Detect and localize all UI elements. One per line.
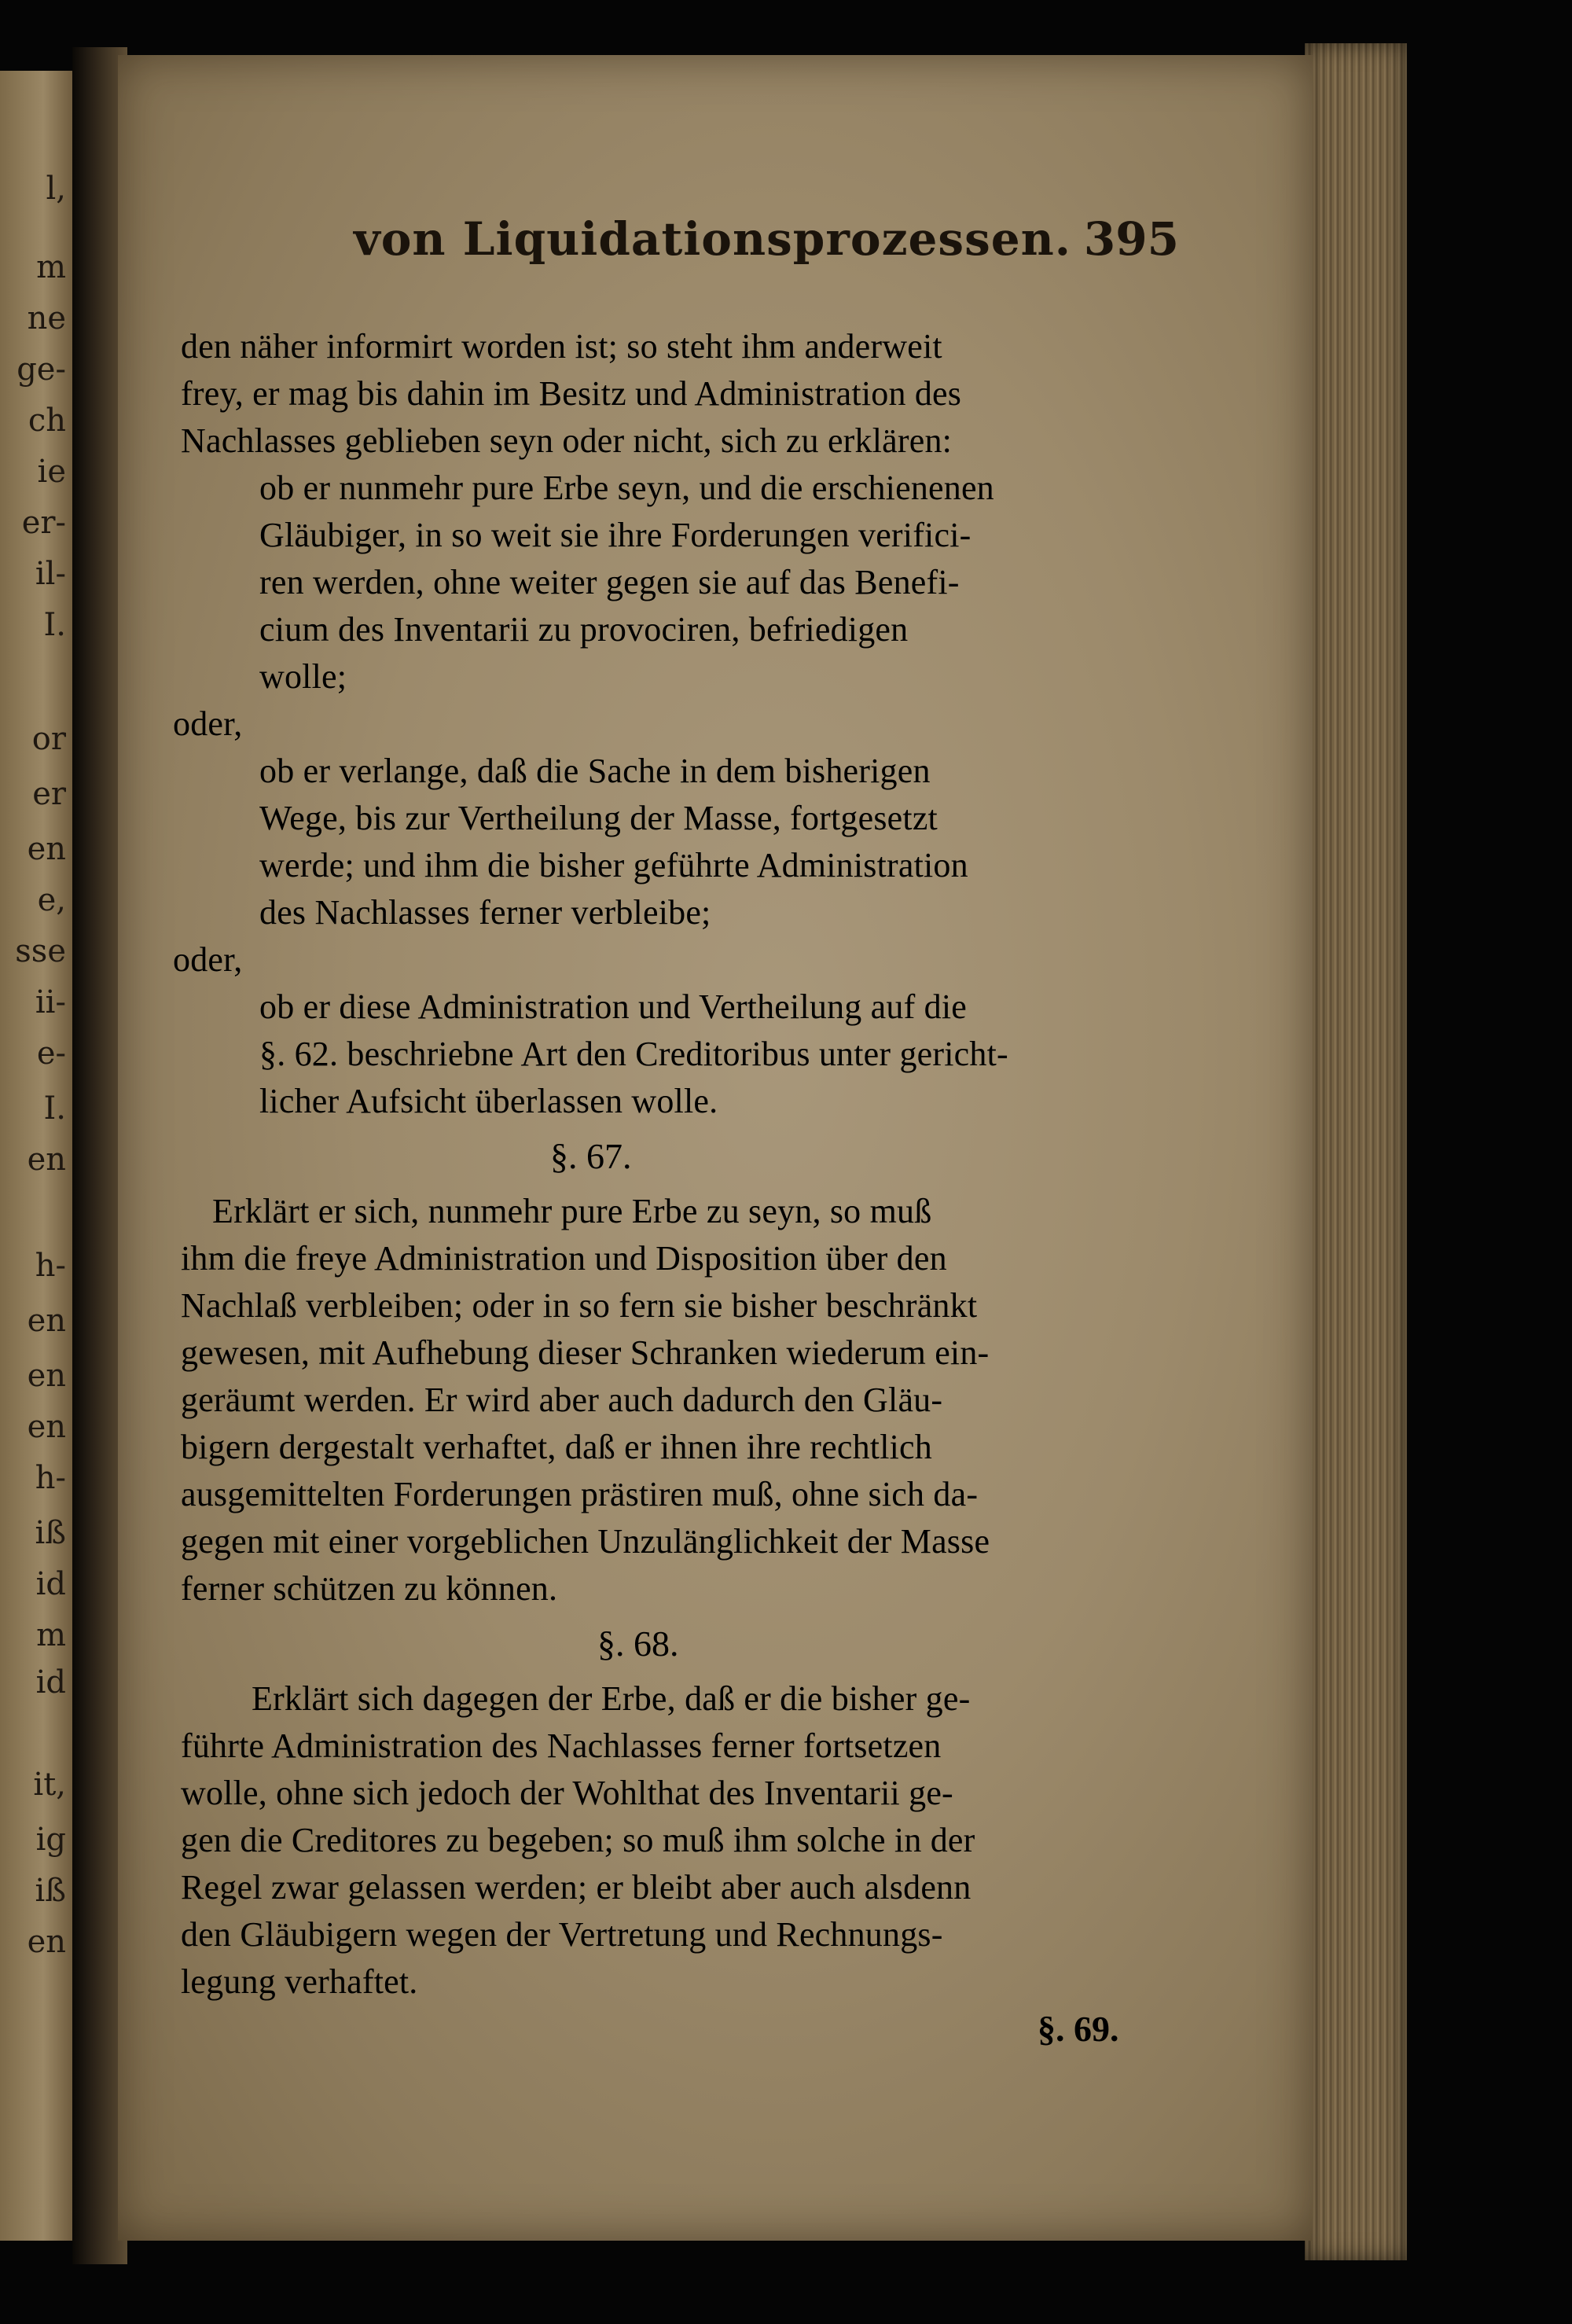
section-heading: §. 68. bbox=[597, 1623, 679, 1664]
text-line: gegen mit einer vorgeblichen Unzulänglichkeit der Masse bbox=[181, 1522, 990, 1561]
text-line: den näher informirt worden ist; so steht ihm anderweit bbox=[181, 327, 942, 366]
left-page-fragment: ch bbox=[28, 403, 66, 439]
text-line: wolle; bbox=[259, 657, 347, 696]
catchword: §. 69. bbox=[1038, 2009, 1119, 2049]
text-line: Erklärt er sich, nunmehr pure Erbe zu seyn, so muß bbox=[212, 1192, 932, 1230]
text-line: oder, bbox=[173, 940, 243, 979]
text-line: §. 62. beschriebne Art den Creditoribus unter gericht- bbox=[259, 1035, 1008, 1073]
left-page-fragment: sse bbox=[15, 933, 66, 969]
text-line: wolle, ohne sich jedoch der Wohlthat des Inventarii ge- bbox=[181, 1774, 953, 1812]
text-line: ob er diese Administration und Vertheilung auf die bbox=[259, 987, 968, 1026]
page-number: 395 bbox=[1083, 212, 1179, 266]
text-line: ob er verlange, daß die Sache in dem bisherigen bbox=[259, 752, 931, 790]
text-line: ihm die freye Administration und Disposition über den bbox=[181, 1239, 947, 1278]
left-page-fragment: id bbox=[35, 1664, 66, 1701]
left-page-fragment: ne bbox=[27, 300, 66, 336]
left-page-fragment: iß bbox=[35, 1873, 66, 1909]
text-line: Nachlaß verbleiben; oder in so fern sie bisher beschränkt bbox=[181, 1286, 978, 1325]
text-line: ob er nunmehr pure Erbe seyn, und die erschienenen bbox=[259, 469, 994, 507]
left-page-fragment: ii- bbox=[35, 984, 66, 1020]
left-page-fragment: h- bbox=[35, 1248, 66, 1284]
left-page-fragment: er- bbox=[21, 505, 66, 541]
left-page-fragment: er bbox=[32, 776, 66, 812]
text-line: Regel zwar gelassen werden; er bleibt aber auch alsdenn bbox=[181, 1868, 971, 1907]
left-page-fragment: I. bbox=[43, 607, 66, 643]
left-page-fragment: I. bbox=[43, 1090, 66, 1127]
running-header bbox=[354, 212, 1179, 267]
left-page-fragment: l, bbox=[46, 171, 66, 207]
text-line: gen die Creditores zu begeben; so muß ihm solche in der bbox=[181, 1821, 975, 1859]
text-line: ausgemittelten Forderungen prästiren muß, ohne sich da- bbox=[181, 1475, 979, 1513]
left-page-fragment: en bbox=[27, 1409, 66, 1445]
text-line: Erklärt sich dagegen der Erbe, daß er die bisher ge- bbox=[252, 1679, 971, 1718]
left-facing-page bbox=[0, 71, 72, 2241]
left-page-fragment: m bbox=[36, 249, 66, 285]
left-page-fragment: h- bbox=[35, 1460, 66, 1496]
text-line: ferner schützen zu können. bbox=[181, 1569, 558, 1608]
page-edges bbox=[1305, 43, 1407, 2260]
text-line: Gläubiger, in so weit sie ihre Forderungen verifici- bbox=[259, 516, 971, 554]
text-line: den Gläubigern wegen der Vertretung und Rechnungs- bbox=[181, 1915, 943, 1954]
text-line: frey, er mag bis dahin im Besitz und Administration des bbox=[181, 374, 962, 413]
left-page-fragment: it, bbox=[33, 1767, 66, 1803]
left-page-fragment: ie bbox=[37, 454, 66, 490]
text-line: führte Administration des Nachlasses ferner fortsetzen bbox=[181, 1726, 942, 1765]
left-page-fragment: ig bbox=[35, 1822, 66, 1858]
text-line: licher Aufsicht überlassen wolle. bbox=[259, 1082, 718, 1120]
left-page-fragment: en bbox=[27, 1924, 66, 1960]
left-page-fragment: id bbox=[35, 1566, 66, 1602]
text-line: geräumt werden. Er wird aber auch dadurch den Gläu- bbox=[181, 1381, 943, 1419]
left-page-fragment: en bbox=[27, 1358, 66, 1394]
left-page-fragment: en bbox=[27, 1142, 66, 1178]
text-line: werde; und ihm die bisher geführte Administration bbox=[259, 846, 968, 884]
left-page-fragment: or bbox=[31, 721, 66, 757]
left-page-fragment: iß bbox=[35, 1515, 66, 1551]
left-page-fragment: il- bbox=[35, 556, 66, 592]
text-line: legung verhaftet. bbox=[181, 1962, 418, 2001]
text-line: gewesen, mit Aufhebung dieser Schranken wiederum ein- bbox=[181, 1333, 990, 1372]
section-heading: §. 67. bbox=[550, 1136, 632, 1176]
text-line: Wege, bis zur Vertheilung der Masse, fortgesetzt bbox=[259, 799, 938, 837]
text-line: oder, bbox=[173, 704, 243, 743]
left-page-fragment: e- bbox=[36, 1035, 66, 1072]
text-line: ren werden, ohne weiter gegen sie auf das Benefi- bbox=[259, 563, 960, 601]
running-title: von Liquidationsprozessen. bbox=[354, 212, 1071, 266]
left-page-fragment: en bbox=[27, 831, 66, 867]
text-line: cium des Inventarii zu provociren, befriedigen bbox=[259, 610, 909, 649]
text-line: des Nachlasses ferner verbleibe; bbox=[259, 893, 711, 932]
text-line: Nachlasses geblieben seyn oder nicht, sich zu erklären: bbox=[181, 421, 953, 460]
left-page-fragment: ge- bbox=[17, 351, 66, 388]
left-page-fragment: en bbox=[27, 1303, 66, 1339]
text-line: bigern dergestalt verhaftet, daß er ihnen ihre rechtlich bbox=[181, 1428, 932, 1466]
left-page-fragment: m bbox=[36, 1617, 66, 1653]
left-page-fragment: e, bbox=[37, 882, 66, 918]
